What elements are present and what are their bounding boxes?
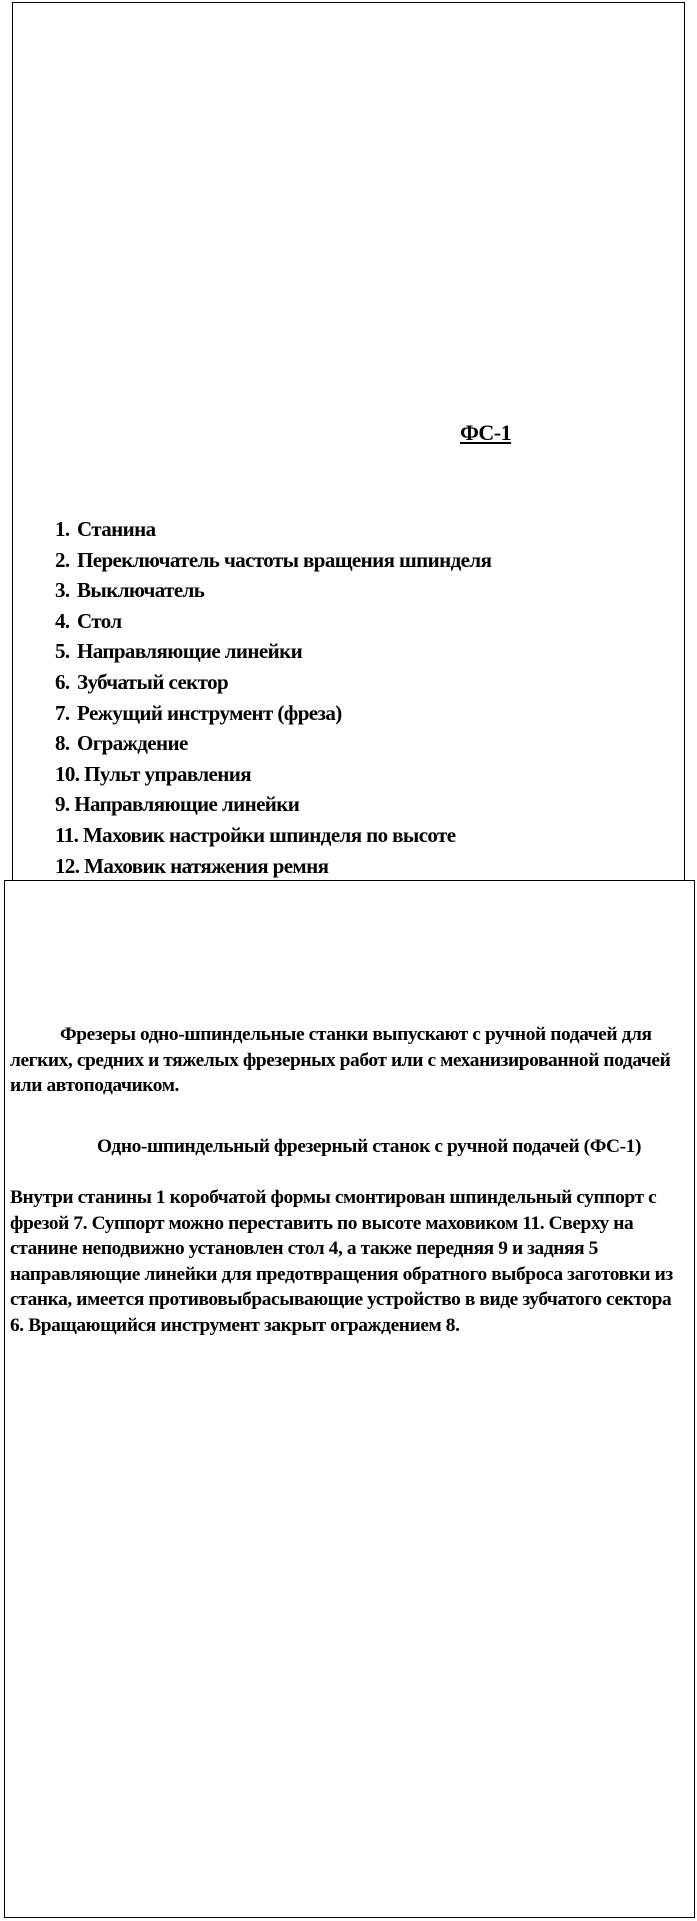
legend-text: Переключатель частоты вращения шпинделя [77,547,492,572]
legend-number: 4. [55,608,70,633]
legend-number: 9. [55,792,70,817]
legend-item [55,636,491,667]
legend-number: 2. [55,547,70,572]
legend-text: Выключатель [77,578,205,603]
legend-text: Маховик натяжения ремня [84,853,329,878]
legend-item [55,545,491,576]
legend-text: Ограждение [77,731,188,756]
legend-text: Станина [77,517,156,541]
legend-text: Направляющие линейки [74,792,300,817]
legend-item [55,698,491,729]
legend-number: 7. [55,700,70,725]
legend-text: Маховик настройки шпинделя по высоте [82,822,456,847]
legend-number: 11. [55,822,79,847]
legend-item [55,789,491,820]
legend-text: Стол [77,608,122,633]
intro-text: Фрезеры одно-шпиндельные станки выпускают с ручной подачей для легких, средних и тяжелых фрезерных работ или с механизированной подачей или автоподачиком. [10,1024,671,1097]
legend-text: Режущий инструмент (фреза) [77,700,342,725]
legend-item [55,820,491,851]
body-paragraph: Внутри станины 1 коробчатой формы смонтирован шпиндельный суппорт с фрезой 7. Суппорт можно переставить по высоте маховиком 11. Сверху на станине неподвижно установлен стол 4, а также передняя 9 и задняя 5 направляющие линейки для предотвращения обратного выброса заготовки из станка, имеется противовыбрасывающие устройство в виде зубчатого сектора 6. Вращающийся инструмент закрыт ограждением 8. [10,1187,673,1336]
legend-text: Направляющие линейки [77,639,303,664]
legend-number: 5. [55,639,70,664]
intro-paragraph [10,1022,688,1099]
legend-number: 6. [55,669,70,694]
legend-item [55,851,491,882]
legend-item [55,606,491,637]
parts-legend [55,514,491,881]
legend-text: Зубчатый сектор [77,669,229,694]
legend-number: 10. [55,761,80,786]
legend-text: Пульт управления [84,761,251,786]
section-title: Одно-шпиндельный фрезерный станок с ручной подачей (ФС-1) [96,1136,642,1157]
legend-number: 1. [55,517,70,541]
legend-item [55,728,491,759]
legend-item [55,667,491,698]
legend-item [55,759,491,790]
legend-number: 8. [55,731,70,756]
legend-item [55,575,491,606]
legend-number: 12. [55,853,80,878]
legend-number: 3. [55,578,70,603]
legend-item [55,514,491,545]
figure-heading: ФС-1 [460,420,512,445]
